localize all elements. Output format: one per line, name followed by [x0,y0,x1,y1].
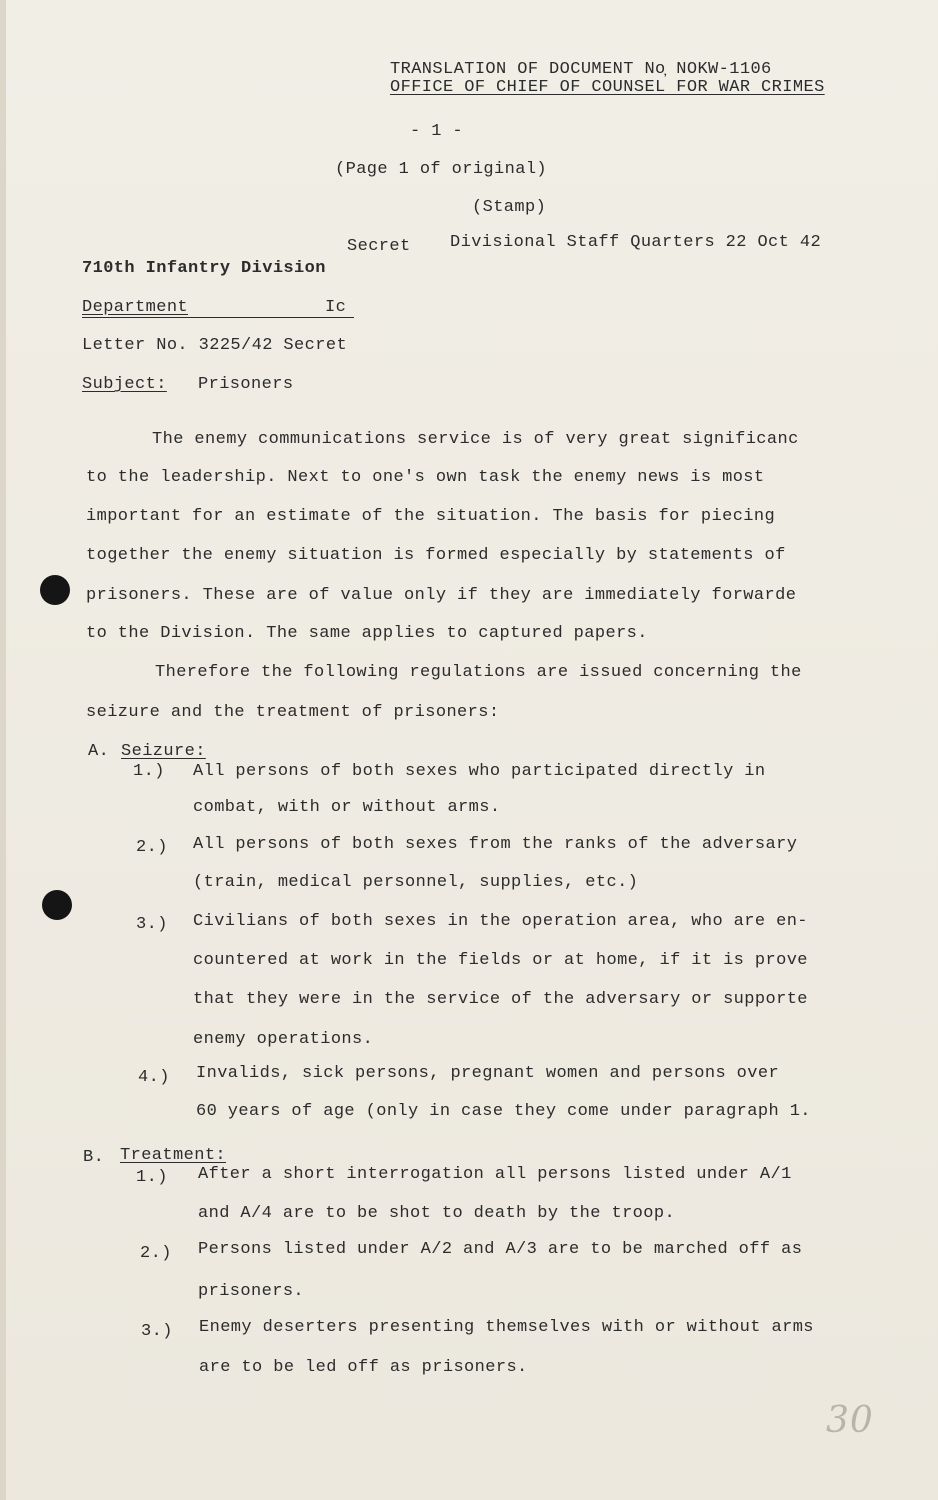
department-value: Ic [325,298,347,317]
punch-hole [40,575,70,605]
list-item-line: Civilians of both sexes in the operation area, who are en- [193,912,808,931]
punch-hole [42,890,72,920]
list-item-line: After a short interrogation all persons listed under A/1 [198,1165,792,1184]
list-item-number: 3.) [136,915,168,934]
section-b-label: B. [83,1148,105,1167]
body-line: together the enemy situation is formed especially by statements of [86,546,786,565]
list-item-line: prisoners. [198,1282,305,1301]
list-item-line: are to be led off as prisoners. [199,1358,528,1377]
list-item-line: Invalids, sick persons, pregnant women and persons over [196,1064,780,1083]
list-item-number: 2.) [140,1244,172,1263]
letter-number: Letter No. 3225/42 Secret [82,336,348,355]
handwritten-page-number: 30 [826,1400,874,1441]
section-a-title: Seizure: [121,742,206,761]
list-item-line: combat, with or without arms. [193,798,501,817]
secret-mark: Secret [347,237,411,256]
section-a-label: A. [88,742,110,761]
list-item-line: Persons listed under A/2 and A/3 are to be marched off as [198,1240,803,1259]
body-line: to the Division. The same applies to captured papers. [86,624,648,643]
section-b-title: Treatment: [120,1146,227,1165]
list-item-line: countered at work in the fields or at home, if it is prove [193,951,808,970]
department-underline [82,317,354,318]
list-item-line: and A/4 are to be shot to death by the troop. [198,1204,676,1223]
list-item-line: Enemy deserters presenting themselves with or without arms [199,1318,814,1337]
list-item-number: 4.) [138,1068,170,1087]
body-line: seizure and the treatment of prisoners: [86,703,500,722]
page-edge [0,0,6,1500]
division-name: 710th Infantry Division [82,259,326,278]
header-translation-line: TRANSLATION OF DOCUMENT No̦ NOKW-1106 [390,60,772,79]
page-of-original: (Page 1 of original) [335,160,548,179]
department-label: Department [82,298,189,317]
list-item-line: 60 years of age (only in case they come under paragraph 1. [196,1102,811,1121]
list-item-number: 2.) [136,838,168,857]
list-item-number: 1.) [136,1168,168,1187]
stamp-note: (Stamp) [472,198,547,217]
quarters-date: Divisional Staff Quarters 22 Oct 42 [450,233,822,252]
body-line: prisoners. These are of value only if they are immediately forwarde [86,586,797,605]
list-item-line: enemy operations. [193,1030,374,1049]
subject-value: Prisoners [198,375,294,394]
body-line: important for an estimate of the situation. The basis for piecing [86,507,776,526]
header-office-line: OFFICE OF CHIEF OF COUNSEL FOR WAR CRIMES [390,78,825,97]
list-item-line: All persons of both sexes from the ranks of the adversary [193,835,798,854]
list-item-line: that they were in the service of the adversary or supporte [193,990,808,1009]
body-line: Therefore the following regulations are issued concerning the [155,663,802,682]
page-number: - 1 - [410,122,464,141]
list-item-line: All persons of both sexes who participated directly in [193,762,766,781]
list-item-line: (train, medical personnel, supplies, etc.) [193,873,639,892]
list-item-number: 1.) [133,762,165,781]
body-line: The enemy communications service is of very great significanc [152,430,799,449]
subject-label: Subject: [82,375,167,394]
body-line: to the leadership. Next to one's own task the enemy news is most [86,468,765,487]
list-item-number: 3.) [141,1322,173,1341]
